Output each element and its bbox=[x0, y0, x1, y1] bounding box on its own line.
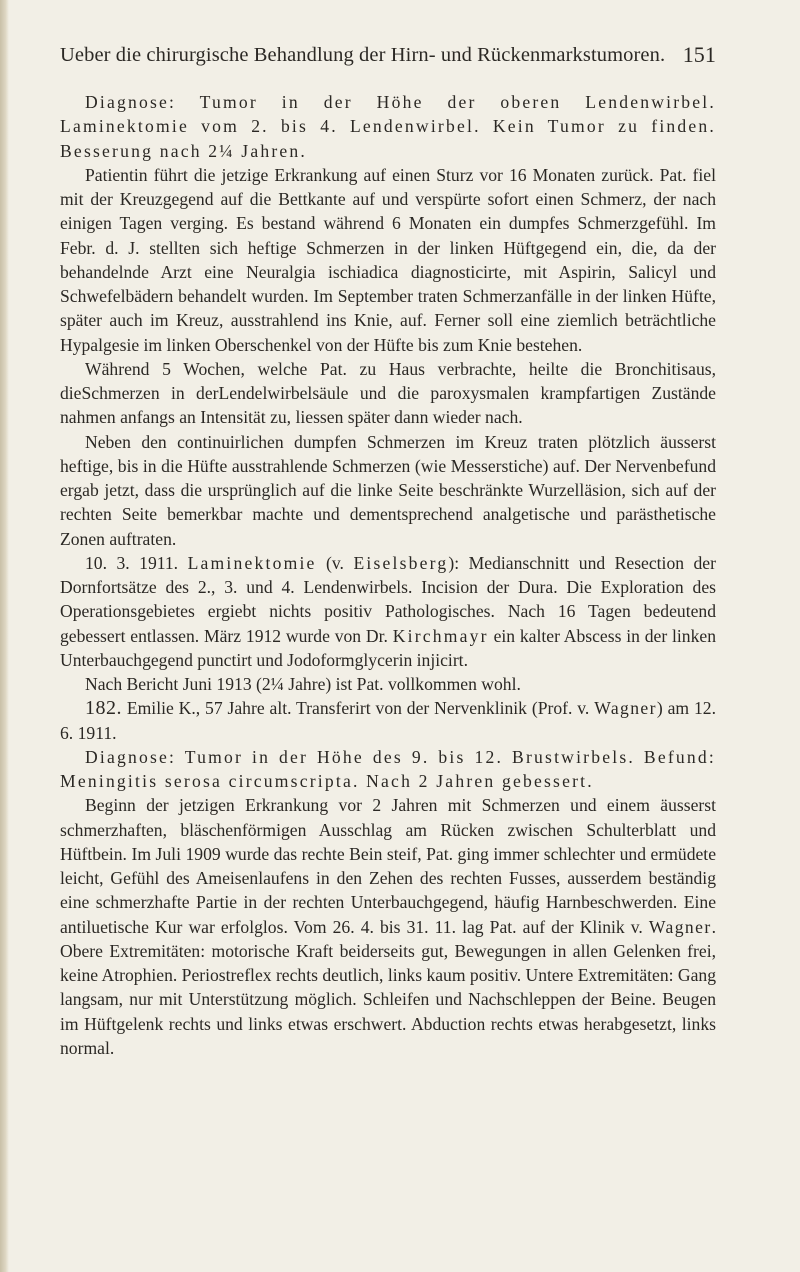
text-segment: Wagner bbox=[594, 698, 657, 719]
text-segment: ein kalter Abscess in der linken Unterbauchgegend punctirt und Jodoformglycerin injicirt. bbox=[60, 625, 717, 670]
paragraph-history-3 bbox=[60, 430, 716, 551]
text-segment: (v. bbox=[316, 552, 354, 573]
text-segment: Diagnose: Tumor in der Höhe des 9. bis 12. Brustwirbels. Befund: Meningitis serosa circumscripta. Nach 2 Jahren gebessert. bbox=[60, 746, 716, 791]
book-page bbox=[60, 44, 716, 1060]
page-number: 151 bbox=[682, 42, 716, 67]
text-segment: Beginn der jetzigen Erkrankung vor 2 Jahren mit Schmerzen und einem äusserst schmerzhaften, bläschenförmigen Ausschlag am Rücken zwischen Schulterblatt und Hüftbein. Im Juli 1909 wurde das rechte Bein steif, Pat. ging immer schlechter und ermüdete leicht, Gefühl des Ameisenlaufens in den Zehen des rechten Fusses, ausserdem beständig eine schmerzhafte Partie in der rechten Unterbauchgegend, häufig Harnbeschwerden. Eine antiluetische Kur war erfolglos. Vom 26. 4. bis 31. 11. lag Pat. auf der Klinik v. bbox=[60, 795, 716, 937]
text-segment: Eiselsberg bbox=[353, 552, 449, 573]
paragraph-diagnosis-2 bbox=[60, 745, 716, 794]
paragraph-history-1 bbox=[60, 163, 716, 357]
text-segment: 182. bbox=[85, 697, 122, 720]
paragraph-followup bbox=[60, 672, 716, 696]
text-segment: 10. 3. 1911. bbox=[85, 552, 188, 573]
paragraph-diagnosis-1 bbox=[60, 90, 716, 163]
paragraph-operation bbox=[60, 551, 716, 672]
text-segment: Emilie K., 57 Jahre alt. Transferirt von der Nervenklinik (Prof. v. bbox=[122, 698, 595, 719]
text-segment: Laminektomie bbox=[187, 552, 317, 573]
page-body bbox=[60, 90, 716, 1060]
text-segment: Patientin führt die jetzige Erkrankung auf einen Sturz vor 16 Monaten zurück. Pat. fiel mit der Kreuzgegend auf die Bettkante auf und verspürte sofort einen Schmerz, der nach einigen Tagen verging. Es bestand während 6 Monaten ein dumpfes Schmerzgefühl. Im Febr. d. J. stellten sich heftige Schmerzen in der linken Hüftgegend ein, die, da der behandelnde Arzt eine Neuralgia ischiadica diagnosticirte, mit Aspirin, Salicyl und Schwefelbädern behandelt wurden. Im September traten Schmerzanfälle in der linken Hüfte, später auch im Kreuz, ausstrahlend ins Knie, auf. Ferner soll eine ziemlich beträchtliche Hypalgesie im linken Oberschenkel von der Hüfte bis zum Knie bestehen. bbox=[60, 164, 716, 355]
paragraph-history-4 bbox=[60, 793, 716, 1060]
text-segment: . Obere Extremitäten: motorische Kraft beiderseits gut, Bewegungen in allen Gelenken frei, keine Atrophien. Periostreflex rechts deutlich, links kaum positiv. Untere Extremitäten: Gang langsam, nur mit Unterstützung möglich. Schleifen und Nachschleppen der Beine. Beugen im Hüftgelenk rechts und links etwas erschwert. Abduction rechts etwas herabgesetzt, links normal. bbox=[60, 916, 717, 1058]
text-segment: ): Medianschnitt und Resection der Dornfortsätze des 2., 3. und 4. Lendenwirbels. Incision der Dura. Die Exploration des Operationsgebietes ergiebt nichts positiv Pathologisches. Nach 16 Tagen bedeutend gebessert entlassen. März 1912 wurde von Dr. bbox=[60, 552, 716, 646]
text-segment: Nach Bericht Juni 1913 (2¼ Jahre) ist Pat. vollkommen wohl. bbox=[85, 674, 521, 694]
text-segment: Kirchmayr bbox=[392, 625, 489, 646]
page-binding-edge bbox=[0, 0, 9, 1272]
running-header bbox=[60, 44, 716, 76]
running-title: Ueber die chirurgische Behandlung der Hirn- und Rückenmarkstumoren. bbox=[60, 44, 666, 66]
text-segment: Wagner bbox=[648, 916, 712, 937]
paragraph-history-2 bbox=[60, 357, 716, 430]
text-segment: ) am 12. 6. 1911. bbox=[60, 698, 716, 743]
text-segment: Diagnose: Tumor in der Höhe der oberen Lendenwirbel. Laminektomie vom 2. bis 4. Lendenwirbel. Kein Tumor zu finden. Besserung nach 2¼ Jahren. bbox=[60, 92, 716, 161]
paragraph-case-182 bbox=[60, 696, 716, 745]
text-segment: Während 5 Wochen, welche Pat. zu Haus verbrachte, heilte die Bronchitisaus, dieSchmerzen in derLendelwirbelsäule und die paroxysmalen krampfartigen Zustände nahmen anfangs an Intensität zu, liessen später dann wieder nach. bbox=[60, 358, 716, 428]
text-segment: Neben den continuirlichen dumpfen Schmerzen im Kreuz traten plötzlich äusserst heftige, bis in die Hüfte ausstrahlende Schmerzen (wie Messerstiche) auf. Der Nervenbefund ergab jetzt, dass die ursprünglich auf die linke Seite beschränkte Wurzelläsion, sich auf der rechten Seite bemerkbar machte und dementsprechend analgetische und parästhetische Zonen auftraten. bbox=[60, 431, 716, 549]
